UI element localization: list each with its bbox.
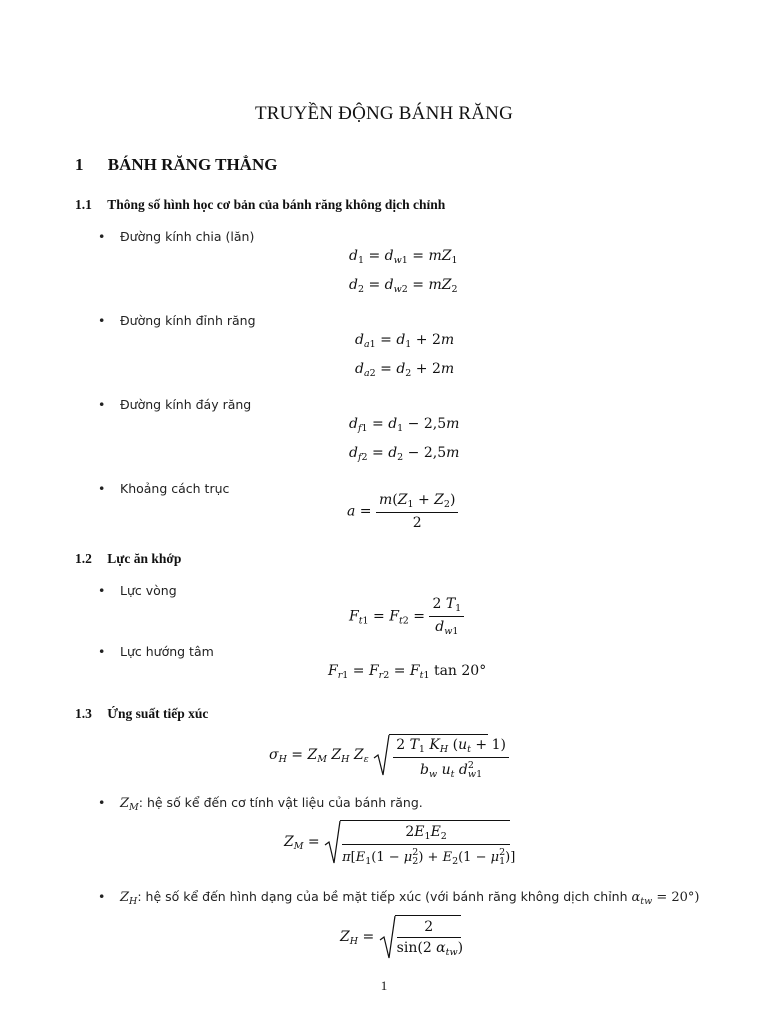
- document-title: TRUYỀN ĐỘNG BÁNH RĂNG: [254, 103, 514, 124]
- list-item-text: Lực vòng: [120, 583, 177, 598]
- list-item-text: Đường kính chia (lăn): [120, 229, 255, 244]
- equation: $d_{a1} = d_1 + 2m$: [355, 332, 455, 350]
- square-root: $\frac{2 T_1 K_H (u_t + 1)}{b_w u_t d^2_{w1}}$: [373, 734, 488, 778]
- equation: $d_{f2} = d_2 - 2,5m$: [349, 445, 460, 463]
- bullet-icon: •: [98, 481, 106, 496]
- bullet-icon: •: [98, 397, 106, 412]
- equation: a = $\frac{m(Z_1 + Z_2)}{2}$: [347, 492, 458, 531]
- equation: $d_{a2} = d_2 + 2m$: [355, 361, 455, 379]
- radical-sign-icon: [373, 734, 391, 778]
- subsection-number: 1.3: [75, 706, 92, 721]
- section-title: BÁNH RĂNG THẲNG: [107, 155, 278, 174]
- square-root: $\frac{2E_1E_2}{\pi[E_1(1 - \mu^2_2) + E_2(1 - \mu^2_1)]}$: [324, 820, 510, 866]
- list-item: [98, 397, 251, 412]
- bullet-icon: •: [98, 313, 106, 328]
- list-item-text: Khoảng cách trục: [120, 481, 230, 496]
- bullet-icon: •: [98, 583, 106, 598]
- equation: $d_1 = d_{w1} = mZ_1$: [349, 248, 458, 266]
- radical-sign-icon: [324, 820, 342, 866]
- square-root: 2 sin(2 $\alpha_{tw}$): [379, 915, 461, 961]
- list-item-text: Đường kính đỉnh răng: [120, 313, 256, 328]
- equation: $F_{t1} = F_{t2}$ = $\frac{2 T_1}{d_{w1}}$: [349, 596, 464, 637]
- list-item: [98, 481, 229, 496]
- subsection-title: Thông số hình học cơ bản của bánh răng không dịch chỉnh: [107, 197, 446, 212]
- list-item-text: : hệ số kể đến hình dạng của bề mặt tiếp xúc (với bánh răng không dịch chỉnh: [137, 889, 632, 904]
- equation: $F_{r1} = F_{r2} = F_{t1}$ tan 20°: [328, 663, 487, 681]
- list-item: • $Z_H$: hệ số kể đến hình dạng của bề mặt tiếp xúc (với bánh răng không dịch chỉnh $\alpha_{tw} = 20^\circ$): [98, 889, 700, 907]
- page-number: 1: [380, 978, 388, 993]
- subsection-heading: [75, 551, 181, 567]
- list-item: [98, 229, 254, 244]
- bullet-icon: •: [98, 795, 106, 810]
- subsection-number: 1.2: [75, 551, 92, 566]
- subsection-heading: [75, 197, 445, 213]
- equation: $\sigma_H = Z_M$ $Z_H$ $Z_\varepsilon$ $\frac{2 T_1 K_H (u_t + 1)}{b_w u_t d^2_{w1}}$: [269, 734, 488, 778]
- list-item: [98, 583, 177, 598]
- section-heading: [75, 155, 277, 175]
- equation: $Z_M$ = $\frac{2E_1E_2}{\pi[E_1(1 - \mu^2_2) + E_2(1 - \mu^2_1)]}$: [284, 820, 510, 866]
- subsection-number: 1.1: [75, 197, 92, 212]
- equation: $Z_H$ = 2 sin(2 $\alpha_{tw}$): [340, 915, 461, 961]
- equation: $d_{f1} = d_1 - 2,5m$: [349, 416, 460, 434]
- subsection-heading: [75, 706, 208, 722]
- fraction: $\frac{2 T_1}{d_{w1}}$: [429, 596, 464, 637]
- radical-sign-icon: [379, 915, 397, 961]
- bullet-icon: •: [98, 229, 106, 244]
- list-item: • $Z_M$: hệ số kể đến cơ tính vật liệu của bánh răng.: [98, 795, 423, 813]
- section-number: 1: [75, 155, 84, 174]
- list-item: [98, 313, 256, 328]
- subsection-title: Ứng suất tiếp xúc: [107, 706, 209, 721]
- bullet-icon: •: [98, 644, 106, 659]
- bullet-icon: •: [98, 889, 106, 904]
- list-item: [98, 644, 214, 659]
- equation: $d_2 = d_{w2} = mZ_2$: [349, 277, 458, 295]
- list-item-text: Đường kính đáy răng: [120, 397, 252, 412]
- subsection-title: Lực ăn khớp: [107, 551, 182, 566]
- fraction: $\frac{m(Z_1 + Z_2)}{2}$: [376, 492, 458, 531]
- list-item-text: Lực hướng tâm: [120, 644, 214, 659]
- list-item-text: : hệ số kể đến cơ tính vật liệu của bánh răng.: [138, 795, 423, 810]
